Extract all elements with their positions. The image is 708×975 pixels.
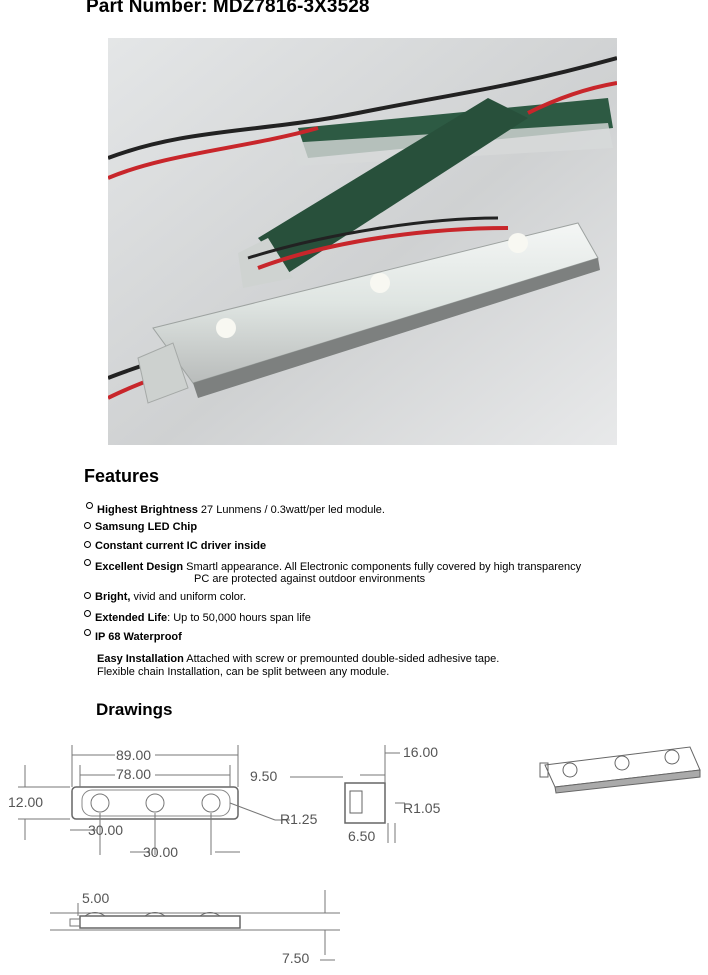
bullet-icon bbox=[84, 592, 91, 599]
feature-item-samsung bbox=[84, 520, 197, 534]
feature-bold: Samsung bbox=[95, 521, 145, 533]
installation-continuation: Flexible chain Installation, can be split between any module. bbox=[97, 666, 390, 678]
product-photo bbox=[108, 38, 617, 445]
feature-design-continuation: PC are protected against outdoor environments bbox=[194, 573, 426, 585]
bullet-icon bbox=[86, 502, 93, 509]
feature-bold: IP 68 Waterproof bbox=[95, 631, 182, 643]
dim-16: 16.00 bbox=[403, 744, 439, 760]
bullet-icon bbox=[84, 559, 91, 566]
feature-bold: Excellent Design bbox=[95, 561, 184, 573]
feature-item-brightness bbox=[86, 502, 385, 517]
dim-r1-25: R1.25 bbox=[280, 811, 318, 827]
dim-78: 78.00 bbox=[116, 766, 152, 782]
install-text: Attached with screw or premounted double-sided adhesive tape. bbox=[183, 653, 500, 665]
feature-text: 27 Lunmens / 0.3watt/per led module. bbox=[197, 504, 385, 516]
dim-7-50: 7.50 bbox=[282, 950, 310, 966]
bullet-icon bbox=[84, 541, 91, 548]
feature-bold: Bright, bbox=[95, 591, 131, 603]
drawings-heading: Drawings bbox=[96, 700, 173, 719]
feature-bold: Extended Life bbox=[95, 612, 168, 624]
feature-item-design bbox=[84, 559, 581, 574]
dim-30-left: 30.00 bbox=[88, 822, 124, 838]
led-module-photo bbox=[108, 38, 617, 445]
feature-item-life bbox=[84, 610, 311, 625]
feature-bold: Constant current IC driver inside bbox=[95, 540, 267, 552]
feature-item-driver bbox=[84, 539, 266, 553]
feature-text: : Up to 50,000 hours span life bbox=[167, 612, 311, 624]
installation-line bbox=[97, 652, 499, 666]
feature-text: Smartl appearance. All Electronic components fully covered by high transparency bbox=[183, 561, 582, 573]
feature-item-waterproof bbox=[84, 629, 182, 644]
feature-bold: Highest Brightness bbox=[97, 504, 198, 516]
feature-text: LED Chip bbox=[144, 521, 198, 533]
bullet-icon bbox=[84, 522, 91, 529]
bullet-icon bbox=[84, 610, 91, 617]
dim-5: 5.00 bbox=[82, 890, 110, 906]
install-bold: Easy Installation bbox=[97, 653, 184, 665]
features-heading: Features bbox=[84, 466, 160, 486]
dim-r1-05: R1.05 bbox=[403, 800, 441, 816]
part-number-title: Part Number: MDZ7816-3X3528 bbox=[86, 0, 370, 17]
module-3d-sketch bbox=[540, 747, 700, 793]
dim-30-right: 30.00 bbox=[143, 844, 179, 860]
dim-6-50: 6.50 bbox=[348, 828, 376, 844]
bullet-icon bbox=[84, 629, 91, 636]
feature-item-bright bbox=[84, 590, 246, 604]
feature-text: vivid and uniform color. bbox=[130, 591, 247, 603]
technical-drawings bbox=[0, 735, 708, 975]
dim-89: 89.00 bbox=[116, 747, 152, 763]
dim-9-50: 9.50 bbox=[250, 768, 278, 784]
dim-12: 12.00 bbox=[8, 794, 44, 810]
